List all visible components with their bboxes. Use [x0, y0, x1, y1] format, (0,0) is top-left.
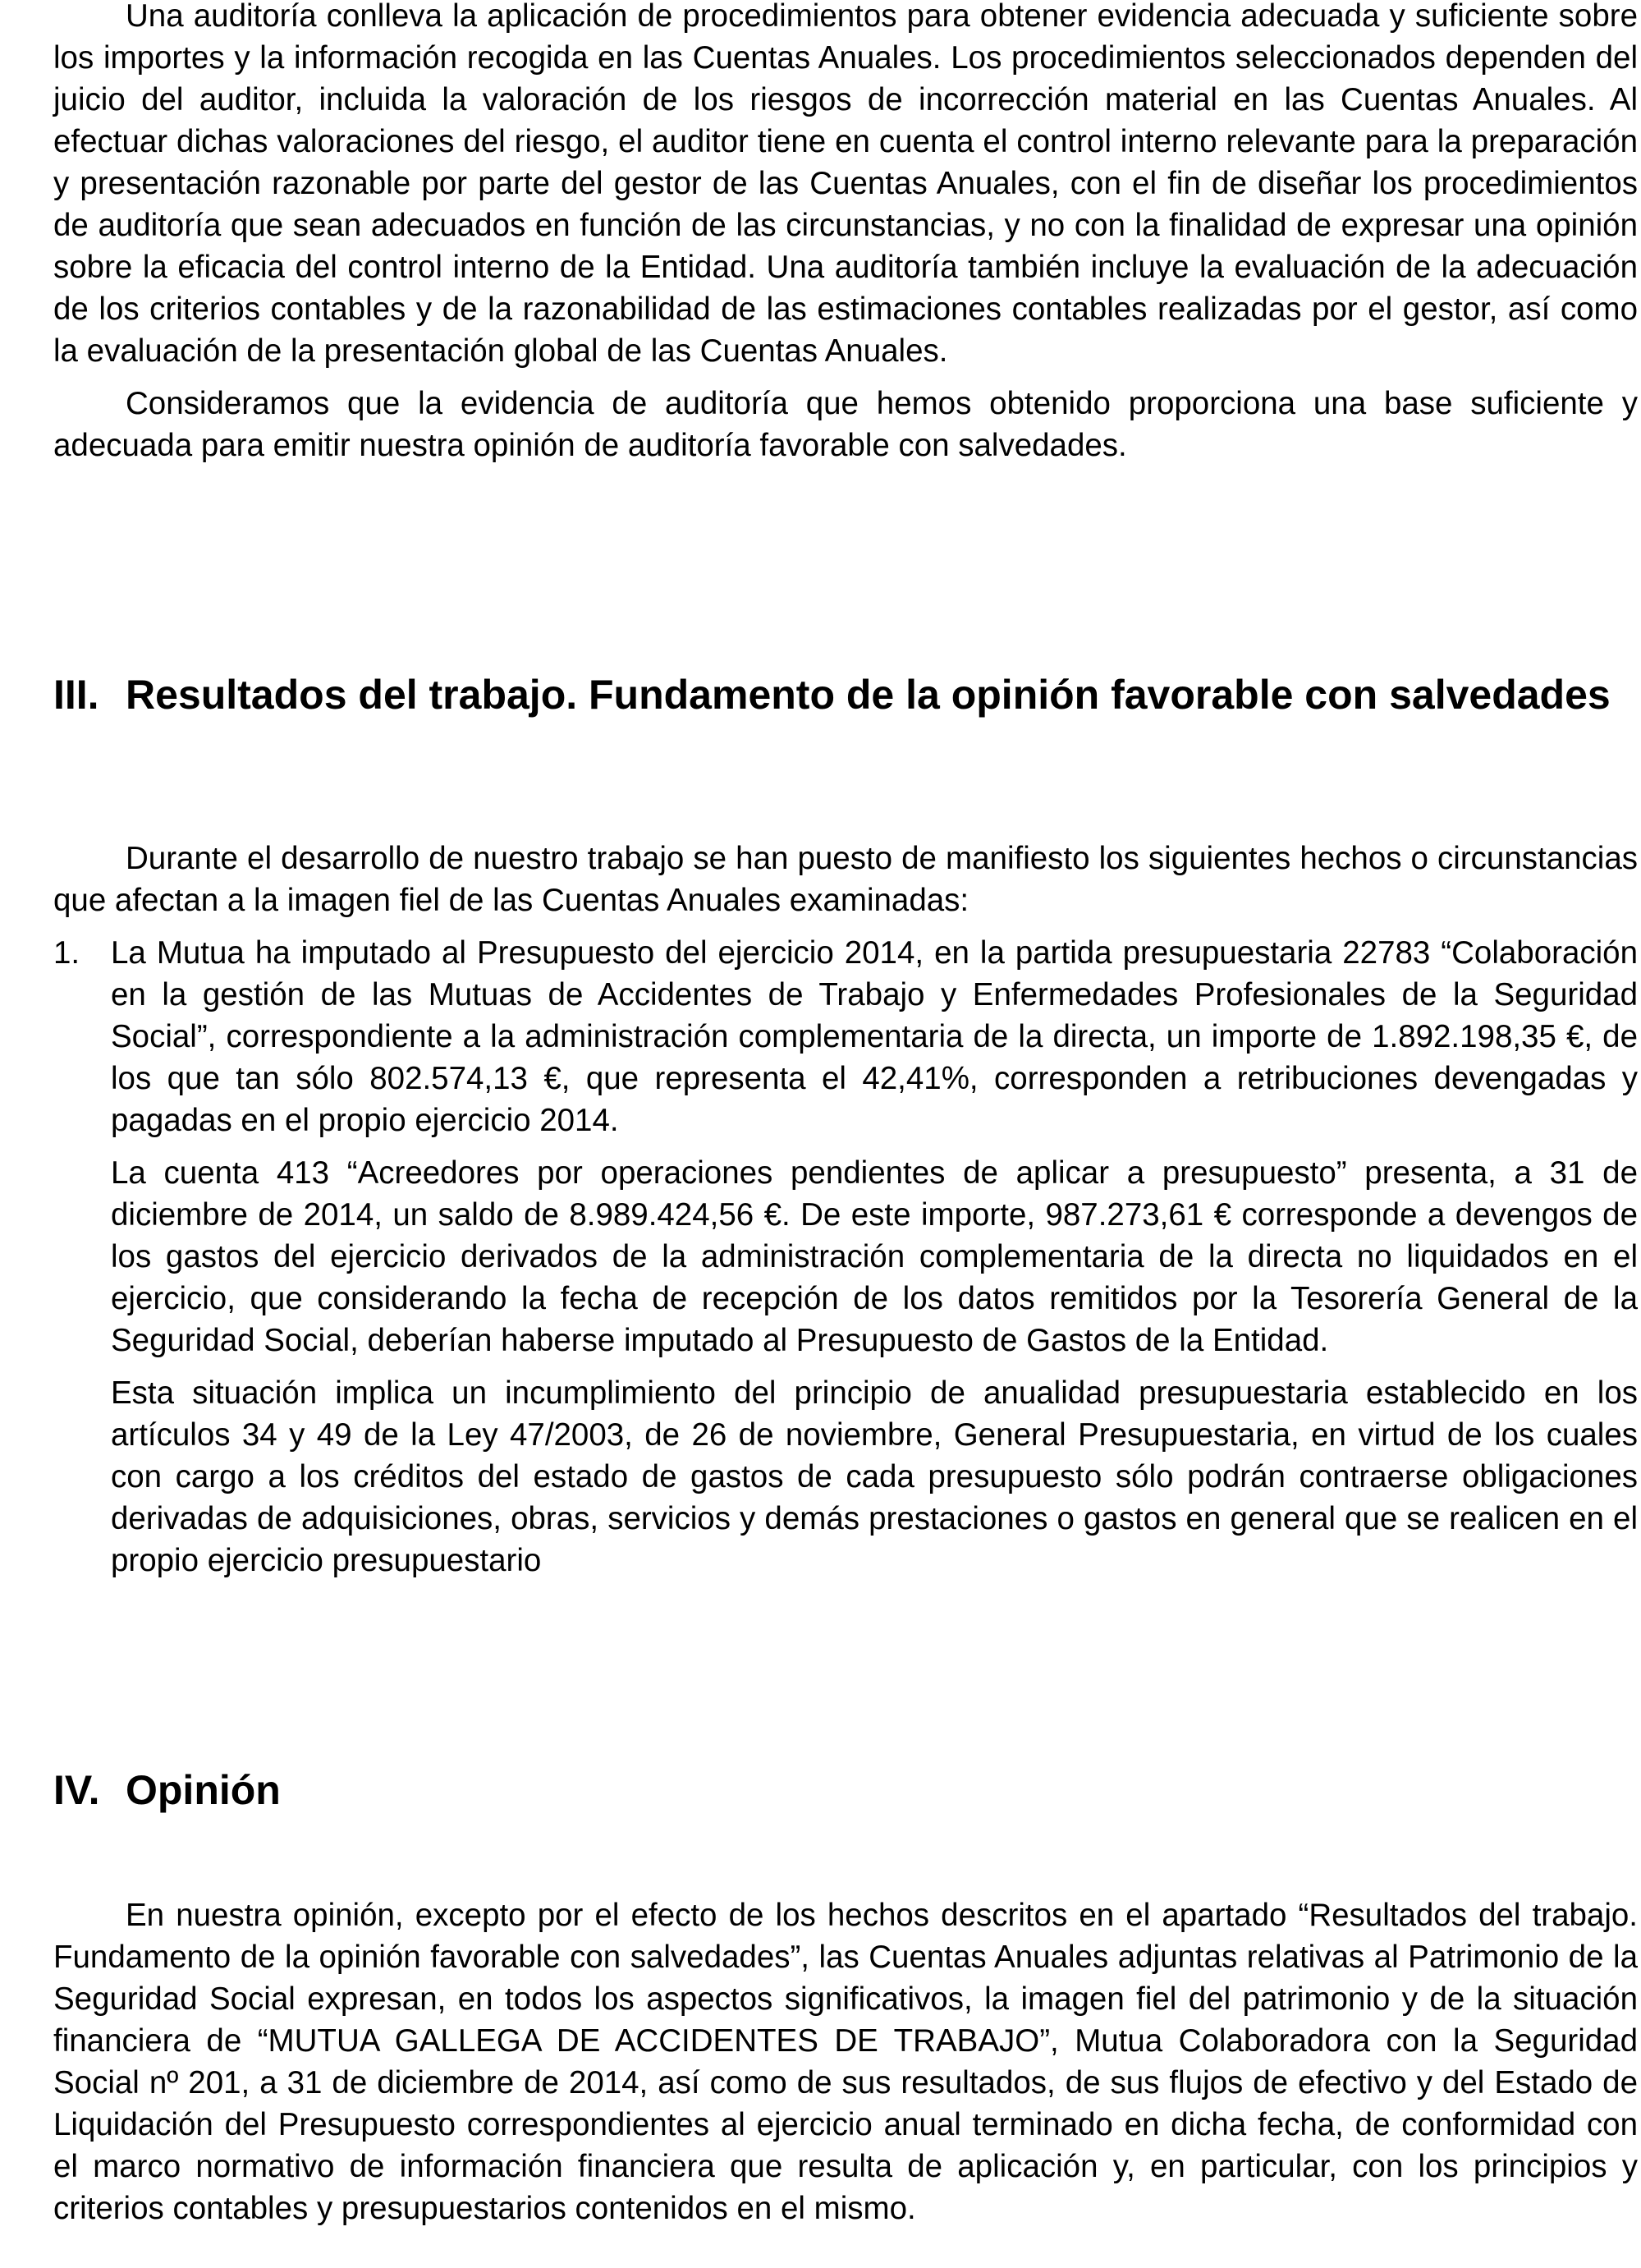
list-item-1 — [53, 932, 1638, 1582]
intro-block — [53, 0, 1638, 466]
list-item-number: 1. — [53, 935, 80, 971]
intro-paragraph-1: Una auditoría conlleva la aplicación de procedimientos para obtener evidencia adecuada y suficiente sobre los importes y la información recogida en las Cuentas Anuales. Los procedimientos seleccionados dependen del juicio del auditor, incluida la valoración de los riesgos de incorrección material en las Cuentas Anuales. Al efectuar dichas valoraciones del riesgo, el auditor tiene en cuenta el control interno relevante para la preparación y presentación razonable por parte del gestor de las Cuentas Anuales, con el fin de diseñar los procedimientos de auditoría que sean adecuados en función de las circunstancias, y no con la finalidad de expresar una opinión sobre la eficacia del control interno de la Entidad. Una auditoría también incluye la evaluación de la adecuación de los criterios contables y de la razonabilidad de las estimaciones contables realizadas por el gestor, así como la evaluación de la presentación global de las Cuentas Anuales. — [53, 0, 1638, 369]
section-3 — [53, 669, 1638, 721]
opinion-paragraph: En nuestra opinión, excepto por el efecto de los hechos descritos en el apartado “Resultados del trabajo. Fundamento de la opinión favorable con salvedades”, las Cuentas Anuales adjuntas relativas al Patrimonio de la Seguridad Social expresan, en todos los aspectos significativos, la imagen fiel del patrimonio y de la situación financiera de “MUTUA GALLEGA DE ACCIDENTES DE TRABAJO”, Mutua Colaboradora con la Seguridad Social nº 201, a 31 de diciembre de 2014, así como de sus resultados, de sus flujos de efectivo y del Estado de Liquidación del Presupuesto correspondientes al ejercicio anual terminado en dicha fecha, de conformidad con el marco normativo de información financiera que resulta de aplicación y, en particular, con los principios y criterios contables y presupuestarios contenidos en el mismo. — [53, 1898, 1638, 2226]
section-3-title: Resultados del trabajo. Fundamento de la opinión favorable con salvedades — [126, 672, 1611, 718]
item-paragraph-3: Esta situación implica un incumplimiento del principio de anualidad presupuestaria establecido en los artículos 34 y 49 de la Ley 47/2003, de 26 de noviembre, General Presupuestaria, en virtud de los cuales con cargo a los créditos del estado de gastos de cada presupuesto sólo podrán contraerse obligaciones derivadas de adquisiciones, obras, servicios y demás prestaciones o gastos en general que se realicen en el propio ejercicio presupuestario — [111, 1375, 1638, 1578]
section-4-heading — [53, 1765, 1638, 1816]
list-item-content — [111, 932, 1638, 1582]
section-4-body — [53, 1894, 1638, 2229]
section-4-title: Opinión — [126, 1767, 281, 1813]
item-paragraph-2: La cuenta 413 “Acreedores por operaciones pendientes de aplicar a presupuesto” presenta, a 31 de diciembre de 2014, un saldo de 8.989.424,56 €. De este importe, 987.273,61 € corresponde a devengos de los gastos del ejercicio derivados de la administración complementaria de la directa no liquidados en el ejercicio, que considerando la fecha de recepción de los datos remitidos por la Tesorería General de la Seguridad Social, deberían haberse imputado al Presupuesto de Gastos de la Entidad. — [111, 1155, 1638, 1358]
section-3-intro: Durante el desarrollo de nuestro trabajo se han puesto de manifiesto los siguientes hechos o circunstancias que afectan a la imagen fiel de las Cuentas Anuales examinadas: — [53, 841, 1638, 918]
section-4 — [53, 1765, 1638, 1816]
section-3-body — [53, 838, 1638, 1582]
section-3-number: III. — [53, 672, 99, 718]
section-4-number: IV. — [53, 1767, 100, 1813]
section-3-heading — [53, 669, 1638, 721]
item-paragraph-1: La Mutua ha imputado al Presupuesto del ejercicio 2014, en la partida presupuestaria 22783 “Colaboración en la gestión de las Mutuas de Accidentes de Trabajo y Enfermedades Profesionales de la Seguridad Social”, correspondiente a la administración complementaria de la directa, un importe de 1.892.198,35 €, de los que tan sólo 802.574,13 €, que representa el 42,41%, corresponden a retribuciones devengadas y pagadas en el propio ejercicio 2014. — [111, 935, 1638, 1138]
intro-paragraph-2: Consideramos que la evidencia de auditoría que hemos obtenido proporciona una base suficiente y adecuada para emitir nuestra opinión de auditoría favorable con salvedades. — [53, 386, 1638, 463]
